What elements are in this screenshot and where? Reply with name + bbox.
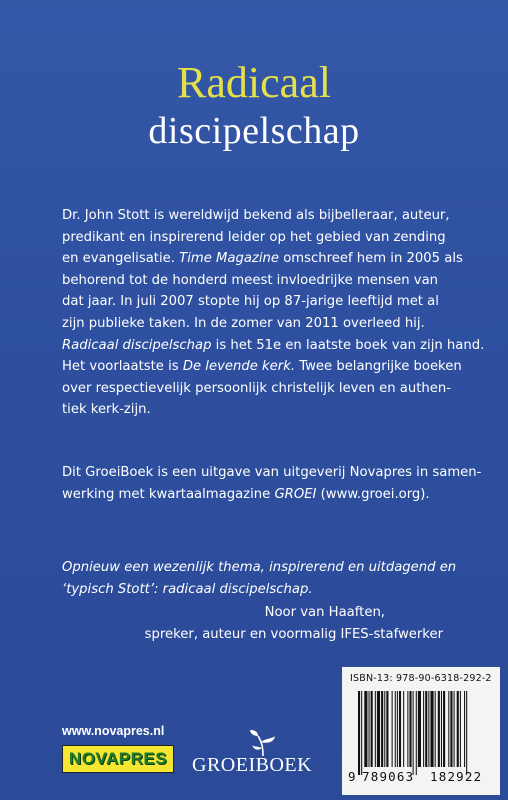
quote-line: Opnieuw een wezenlijk thema, inspirerend en uitdagend en [62, 560, 457, 575]
book-name: De levende kerk. [182, 359, 296, 375]
endorser-name: Noor van Haaften, [264, 605, 385, 620]
barcode-bar [457, 691, 459, 767]
text-line: Dit GroeiBoek is een uitgave van uitgeverij Novapres in samen- [62, 465, 482, 480]
endorsement-attribution [145, 602, 443, 645]
barcode-bar [425, 691, 427, 767]
barcode-bar [409, 691, 411, 767]
book-title-line2: discipelschap [148, 110, 360, 152]
text-line: Het voorlaatste is De levende kerk. Twee belangrijke boeken [62, 359, 462, 375]
barcode-bar [443, 691, 445, 767]
barcode-bar [375, 691, 376, 767]
text-line: behorend tot de honderd meest invloedrijke mensen van [62, 272, 439, 288]
barcode-digits-right: 182922 [430, 769, 483, 784]
barcode-bar [407, 691, 408, 767]
novapres-logo-text: NOVAPRES [68, 749, 168, 768]
isbn-number: ISBN-13: 978-90-6318-292-2 [350, 673, 492, 684]
barcode-bar [441, 691, 442, 767]
barcode-bar [464, 691, 465, 767]
barcode-bar [392, 691, 393, 767]
groeiboek-logo [192, 730, 322, 780]
text-line: over respectievelijk persoonlijk christelijk leven en authen- [62, 380, 452, 396]
text-line: en evangelisatie. Time Magazine omschreef hem in 2005 als [62, 251, 463, 267]
barcode-bar [450, 691, 452, 767]
barcode-bars [348, 691, 494, 775]
barcode-bar [418, 691, 421, 767]
endorser-role: spreker, auteur en voormalig IFES-stafwerker [144, 626, 443, 642]
barcode-bar [384, 691, 385, 767]
barcode-bar [428, 691, 429, 767]
publisher-paragraph [62, 462, 482, 505]
barcode-bar [435, 691, 436, 767]
book-title-line1: Radicaal [177, 58, 331, 107]
barcode-bar [403, 691, 404, 767]
description-paragraph [62, 205, 485, 421]
magazine-name: Time Magazine [179, 251, 279, 267]
barcode-bar [413, 691, 414, 775]
text-line: zijn publieke taken. In de zomer van 2011 overleed hij. [62, 315, 425, 331]
text-line: Radicaal discipelschap is het 51e en laatste boek van zijn hand. [62, 337, 485, 353]
novapres-logo [62, 745, 174, 773]
barcode-bar [454, 691, 455, 767]
barcode-bar [430, 691, 433, 767]
barcode-bar [399, 691, 401, 767]
quote-line: ‘typisch Stott’: radicaal discipelschap. [62, 581, 313, 597]
text-line: dat jaar. In juli 2007 stopte hij op 87-jarige leeftijd met al [62, 294, 439, 310]
publisher-url[interactable]: www.novapres.nl [62, 724, 165, 738]
barcode-bar [371, 691, 373, 767]
barcode-bar [361, 691, 362, 775]
text-line: predikant en inspirerend leider op het gebied van zending [62, 229, 446, 245]
isbn-barcode [342, 667, 500, 795]
text-line: Dr. John Stott is wereldwijd bekend als bijbelleraar, auteur, [62, 208, 450, 223]
groeiboek-wordmark: GROEIBOEK [192, 754, 313, 776]
book-name: Radicaal discipelschap [62, 337, 212, 353]
barcode-bar [369, 691, 370, 767]
barcode-digit-first: 9 [348, 769, 356, 784]
barcode-bar [377, 691, 380, 767]
barcode-bar [358, 691, 360, 775]
barcode-digits-left: 789063 [362, 769, 415, 784]
text-line: tiek kerk-zijn. [62, 402, 151, 418]
barcode-bar [386, 691, 388, 767]
barcode-bar [381, 691, 383, 767]
barcode-bar [460, 691, 461, 767]
barcode-bar [438, 691, 440, 767]
barcode-bar [423, 691, 424, 767]
barcode-bar [395, 691, 396, 767]
barcode-bar [397, 691, 398, 767]
magazine-name: GROEI [274, 486, 317, 502]
sprout-icon [248, 730, 278, 756]
endorsement-quote [62, 557, 482, 600]
barcode-bar [416, 691, 417, 775]
text-line: werking met kwartaalmagazine GROEI (www.groei.org). [62, 486, 430, 502]
barcode-bar [466, 691, 467, 775]
barcode-bar [364, 691, 367, 767]
barcode-bar [448, 691, 449, 767]
